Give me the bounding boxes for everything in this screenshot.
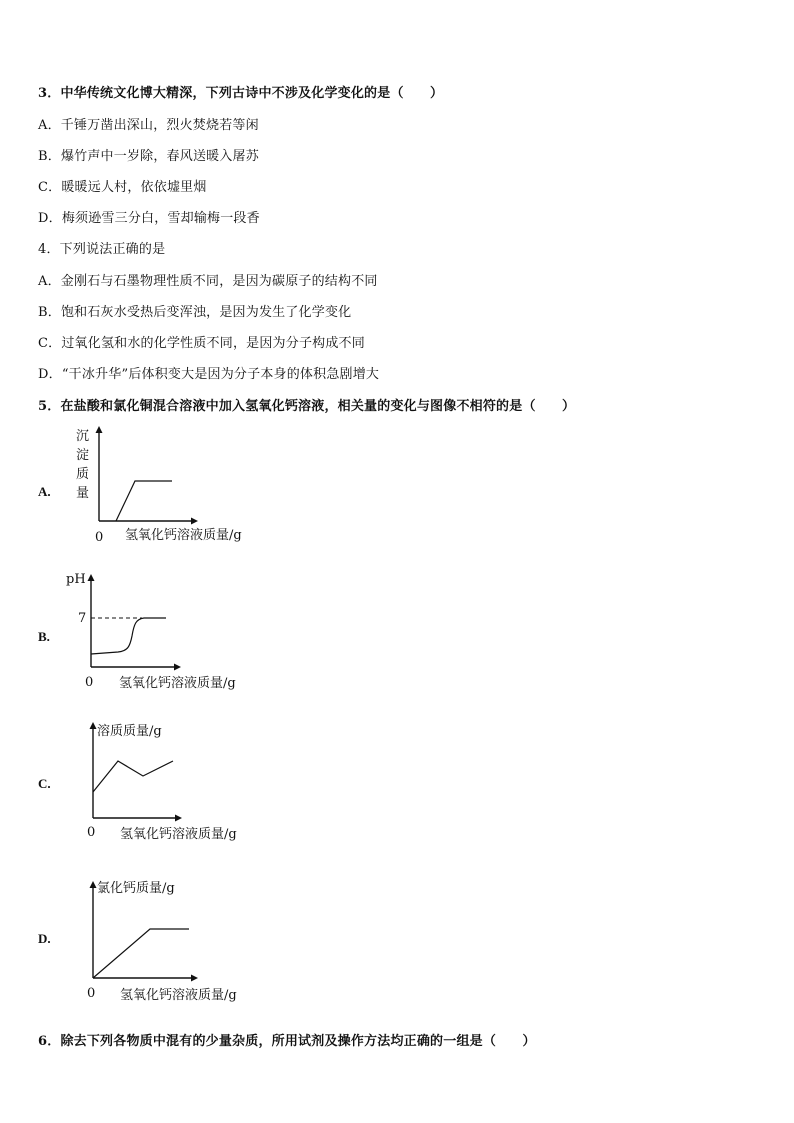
graph-b-ph [60, 566, 290, 696]
q3-stem: 3．中华传统文化博大精深，下列古诗中不涉及化学变化的是（ ） [38, 86, 444, 101]
graph-c-curve [93, 761, 173, 792]
graph-c-xlabel: 氢氧化钙溶液质量/g [120, 827, 237, 842]
q4-option-c: C．过氧化氢和水的化学性质不同，是因为分子构成不同 [38, 336, 365, 351]
graph-b-ytick-7: 7 [78, 611, 87, 626]
graph-b-origin: 0 [85, 675, 94, 690]
q3-option-d: D．梅须逊雪三分白，雪却输梅一段香 [38, 211, 260, 226]
q3-option-c: C．暖暖远人村，依依墟里烟 [38, 180, 207, 195]
graph-c-y-arrow [90, 722, 97, 729]
graph-d-label: D. [38, 931, 51, 946]
q4-option-a: A．金刚石与石墨物理性质不同，是因为碳原子的结构不同 [38, 274, 378, 289]
graph-a-x-arrow [191, 518, 198, 525]
graph-d-xlabel: 氢氧化钙溶液质量/g [120, 988, 237, 1003]
graph-a-label: A. [38, 484, 51, 499]
graph-b-xlabel: 氢氧化钙溶液质量/g [119, 676, 236, 691]
graph-d-curve [93, 929, 189, 978]
q4-option-b: B．饱和石灰水受热后变浑浊，是因为发生了化学变化 [38, 305, 352, 320]
graph-a-ylabel-char: 沉 [76, 429, 90, 444]
graph-a-curve [116, 481, 172, 521]
graph-b-curve [91, 618, 166, 654]
graph-d-origin: 0 [87, 986, 96, 1001]
graph-a-xlabel: 氢氧化钙溶液质量/g [125, 528, 242, 543]
q4-option-d: D．“干冰升华”后体积变大是因为分子本身的体积急剧增大 [38, 367, 380, 382]
graph-a-ylabel-char: 淀 [76, 448, 90, 463]
graph-b-y-arrow [88, 574, 95, 581]
graph-c-ylabel: 溶质质量/g [97, 724, 162, 739]
graph-c-label: C. [38, 776, 51, 791]
graph-b-ylabel: pH [66, 572, 86, 587]
q3-option-b: B．爆竹声中一岁除，春风送暖入屠苏 [38, 149, 259, 164]
q6-stem: 6．除去下列各物质中混有的少量杂质，所用试剂及操作方法均正确的一组是（ ） [38, 1034, 536, 1049]
q4-stem: 4．下列说法正确的是 [38, 242, 166, 257]
graph-a-origin: 0 [95, 530, 104, 545]
graph-b-label: B. [38, 629, 50, 644]
graph-d-x-arrow [191, 975, 198, 982]
graph-c-origin: 0 [87, 825, 96, 840]
graph-d-y-arrow [90, 881, 97, 888]
graph-d-ylabel: 氯化钙质量/g [97, 881, 175, 896]
graph-b-x-arrow [174, 664, 181, 671]
graph-a-y-arrow [96, 426, 103, 433]
graph-a-ylabel-char: 质 [76, 467, 90, 482]
graph-d-calcium-chloride [60, 871, 290, 1006]
q3-option-a: A．千锤万凿出深山，烈火焚烧若等闲 [38, 118, 259, 133]
graph-c-x-arrow [175, 815, 182, 822]
graph-a-ylabel-char: 量 [76, 486, 90, 501]
graph-c-solute [60, 714, 290, 844]
q5-stem: 5．在盐酸和氯化铜混合溶液中加入氢氧化钙溶液，相关量的变化与图像不相符的是（ ） [38, 399, 576, 414]
graph-a-precipitate [60, 418, 290, 548]
